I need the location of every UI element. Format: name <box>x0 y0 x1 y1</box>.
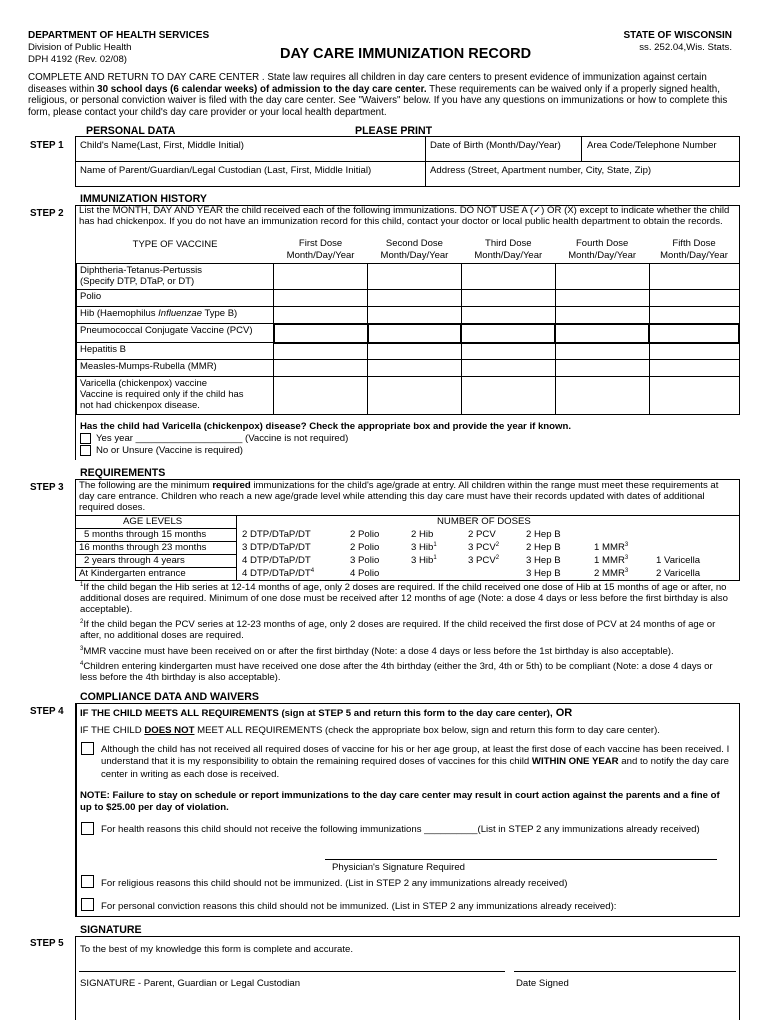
vaccine-varicella: Varicella (chickenpox) vaccine Vaccine is required only if the child has not had chickenpox disease. <box>77 377 274 415</box>
dose-cell: 3 Hib$^1$ <box>411 541 437 553</box>
address-field[interactable]: Address (Street, Apartment number, City, State, Zip) <box>430 165 652 176</box>
physician-signature-label: Physician's Signature Required <box>332 862 466 873</box>
dose-cell: 2 Varicella <box>656 568 701 579</box>
dose-cell: 2 Hib <box>411 529 434 540</box>
state-name: STATE OF WISCONSIN <box>623 30 732 41</box>
immunization-history-heading: IMMUNIZATION HISTORY <box>80 193 207 205</box>
health-waiver-checkbox[interactable] <box>81 822 94 835</box>
please-print: PLEASE PRINT <box>355 125 433 137</box>
type-of-vaccine-header: TYPE OF VACCINE <box>132 239 218 250</box>
dose-cell: 2 MMR$^3$ <box>594 567 629 579</box>
parent-name-field[interactable]: Name of Parent/Guardian/Legal Custodian (Last, First, Middle Initial) <box>80 165 372 176</box>
table-row <box>77 377 740 415</box>
dose-cell: 2 Polio <box>350 542 380 553</box>
age-levels-header: AGE LEVELS <box>123 516 183 527</box>
dose-cell: 4 Polio <box>350 568 380 579</box>
dose-cell: 4 DTP/$DTaP/DT^4$ <box>242 567 315 579</box>
note-text: NOTE: Failure to stay on schedule or report immunizations to the day care center may result in court action against the parents and a fine of up to $25.00 per day of violation. <box>80 790 720 813</box>
dose-header: Fifth Dose Month/Day/Year <box>660 238 728 261</box>
chickenpox-yes-label: Yes year ____________________ (Vaccine is not required) <box>96 433 349 444</box>
personal-data-heading: PERSONAL DATA <box>86 125 176 137</box>
division-name: Division of Public Health <box>28 42 132 53</box>
table-row <box>77 290 740 307</box>
signature-heading: SIGNATURE <box>80 924 142 936</box>
dose-cell: 2 Hep B <box>526 542 561 553</box>
step-1-label: STEP 1 <box>30 140 64 151</box>
phone-field[interactable]: Area Code/Telephone Number <box>587 140 717 151</box>
vaccine-polio: Polio <box>77 290 274 307</box>
form-number: DPH 4192 (Rev. 02/08) <box>28 54 128 65</box>
page-title: DAY CARE IMMUNIZATION RECORD <box>280 46 532 62</box>
step-2-label: STEP 2 <box>30 208 64 219</box>
footnote-1: $^1$If the child began the Hib series at 12-14 months of age, only 2 doses are required. If the child received one dose of Hib at 15 months of age or after, no additional doses are required. Minimum of one dose must be received after 12 months of age (Note: a dose 4 days or less before the first birthday is also acceptable). <box>80 581 728 615</box>
requirements-intro: The following are the minimum required immunizations for the child's age/grade at entry. All children within the range must meet these requirements at day care entrance. Children who reach a new age/grade level while attending this day care must have their records updated with dates of additional required doses. <box>79 480 719 513</box>
immunization-instructions: List the MONTH, DAY AND YEAR the child received each of the following immunizations. DO NOT USE A (✓) OR (X) except to indicate whether the child has had chickenpox. If you do not have an immunization record for this child, contact your doctor or local public health department to obtain the records. <box>79 205 730 227</box>
dose-cell: 3 DTP/DTaP/DT <box>242 542 311 553</box>
vaccine-dtp: Diphtheria-Tetanus-Pertussis (Specify DTP, DTaP, or DT) <box>77 264 274 290</box>
dose-cell: 1 MMR$^3$ <box>594 554 629 566</box>
date-signed-field[interactable]: Date Signed <box>516 978 569 989</box>
dose-cell: 2 PCV <box>468 529 496 540</box>
intro-paragraph: COMPLETE AND RETURN TO DAY CARE CENTER . State law requires all children in day care centers to present evidence of immunization against certain diseases within 30 school days (6 calendar weeks) of admission to the day care center. These requirements can be waived only if a properly signed health, religious, or personal conviction waiver is filed with the day care center. See "Waivers" below. If you have any questions on immunizations or how to complete this form, please contact your child's day care provider or your local health department. <box>28 72 728 118</box>
dose-header: Fourth Dose Month/Day/Year <box>568 238 637 261</box>
dose-cell: 4 DTP/DTaP/DT <box>242 555 311 566</box>
table-row <box>77 324 740 343</box>
age-row-4: At Kindergarten entrance <box>79 568 186 579</box>
personal-waiver-checkbox[interactable] <box>81 898 94 911</box>
age-row-2: 16 months through 23 months <box>79 542 207 553</box>
does-not-meet-text: IF THE CHILD DOES NOT MEET ALL REQUIREMENTS (check the appropriate box below, sign and return this form to day care center). <box>80 725 660 736</box>
table-row <box>77 360 740 377</box>
dose-cell: 2 Hep B <box>526 529 561 540</box>
step-4-label: STEP 4 <box>30 706 64 717</box>
footnote-4: $^4$Children entering kindergarten must have received one dose after the 4th birthday (either the 3rd, 4th or 5th) to be compliant (Note: a dose 4 days or less before the 4th birthday is also acceptable). <box>80 660 713 683</box>
dose-header: Third Dose Month/Day/Year <box>474 238 543 261</box>
child-name-field[interactable]: Child's Name(Last, First, Middle Initial) <box>80 140 244 151</box>
footnote-3: $^3$MMR vaccine must have been received on or after the first birthday (Note: a dose 4 days or less before the 1st birthday is also acceptable). <box>80 645 674 657</box>
religious-waiver-text: For religious reasons this child should not be immunized. (List in STEP 2 any immunizations already received) <box>101 878 568 889</box>
step-5-label: STEP 5 <box>30 938 64 949</box>
vaccine-hib: Hib (Haemophilus Influenzae Type B) <box>77 307 274 324</box>
in-process-text: Although the child has not received all required doses of vaccine for his or her age group, at least the first dose of each vaccine has been received. I understand that it is my responsibility to obtain the remaining required doses of vaccines for this child WITHIN ONE YEAR and to notify the day care center in writing as each dose is received. <box>101 744 730 780</box>
dose-cell: 3 Hib$^1$ <box>411 554 437 566</box>
chickenpox-no-label: No or Unsure (Vaccine is required) <box>96 445 243 456</box>
number-of-doses-header: NUMBER OF DOSES <box>437 516 531 527</box>
dose-header: Second Dose Month/Day/Year <box>380 238 449 261</box>
age-row-1: 5 months through 15 months <box>84 529 207 540</box>
dose-cell: 3 PCV$^2$ <box>468 541 500 553</box>
statute: ss. 252.04,Wis. Stats. <box>639 42 732 53</box>
table-row <box>77 343 740 360</box>
chickenpox-yes-checkbox[interactable] <box>80 433 91 444</box>
religious-waiver-checkbox[interactable] <box>81 875 94 888</box>
compliance-heading: COMPLIANCE DATA AND WAIVERS <box>80 691 259 703</box>
dose-header: First Dose Month/Day/Year <box>286 238 355 261</box>
table-row <box>77 307 740 324</box>
dob-field[interactable]: Date of Birth (Month/Day/Year) <box>430 140 561 151</box>
vaccine-table <box>76 237 740 415</box>
footnote-2: $^2$If the child began the PCV series at 12-23 months of age, only 2 doses are required. If the child received the first dose of PCV at 24 months of age or after, no additional doses are required. <box>80 618 716 641</box>
dose-cell: 1 Varicella <box>656 555 701 566</box>
vaccine-mmr: Measles-Mumps-Rubella (MMR) <box>77 360 274 377</box>
health-waiver-text: For health reasons this child should not receive the following immunizations __________(List in STEP 2 any immunizations already received) <box>101 824 700 835</box>
dose-cell: 3 Hep B <box>526 568 561 579</box>
step-3-label: STEP 3 <box>30 482 64 493</box>
chickenpox-no-checkbox[interactable] <box>80 445 91 456</box>
vaccine-hepb: Hepatitis B <box>77 343 274 360</box>
requirements-heading: REQUIREMENTS <box>80 467 166 479</box>
dose-cell: 2 Polio <box>350 529 380 540</box>
age-row-3: 2 years through 4 years <box>84 555 185 566</box>
dept-name: DEPARTMENT OF HEALTH SERVICES <box>28 30 210 41</box>
in-process-checkbox[interactable] <box>81 742 94 755</box>
personal-waiver-text: For personal conviction reasons this child should not be immunized. (List in STEP 2 any immunizations already received): <box>101 901 617 912</box>
dose-cell: 3 Hep B <box>526 555 561 566</box>
meets-requirements-text: IF THE CHILD MEETS ALL REQUIREMENTS (sign at STEP 5 and return this form to the day care center), OR <box>80 707 573 719</box>
personal-data-box <box>75 136 740 187</box>
parent-signature-field[interactable]: SIGNATURE - Parent, Guardian or Legal Custodian <box>80 978 301 989</box>
accuracy-statement: To the best of my knowledge this form is complete and accurate. <box>80 944 354 955</box>
dose-cell: 1 MMR$^3$ <box>594 541 629 553</box>
dose-cell: 3 PCV$^2$ <box>468 554 500 566</box>
dose-cell: 3 Polio <box>350 555 380 566</box>
dose-cell: 2 DTP/DTaP/DT <box>242 529 311 540</box>
table-row <box>77 264 740 290</box>
vaccine-pcv: Pneumococcal Conjugate Vaccine (PCV) <box>77 324 274 343</box>
chickenpox-question: Has the child had Varicella (chickenpox) disease? Check the appropriate box and provide the year if known. <box>80 421 572 432</box>
